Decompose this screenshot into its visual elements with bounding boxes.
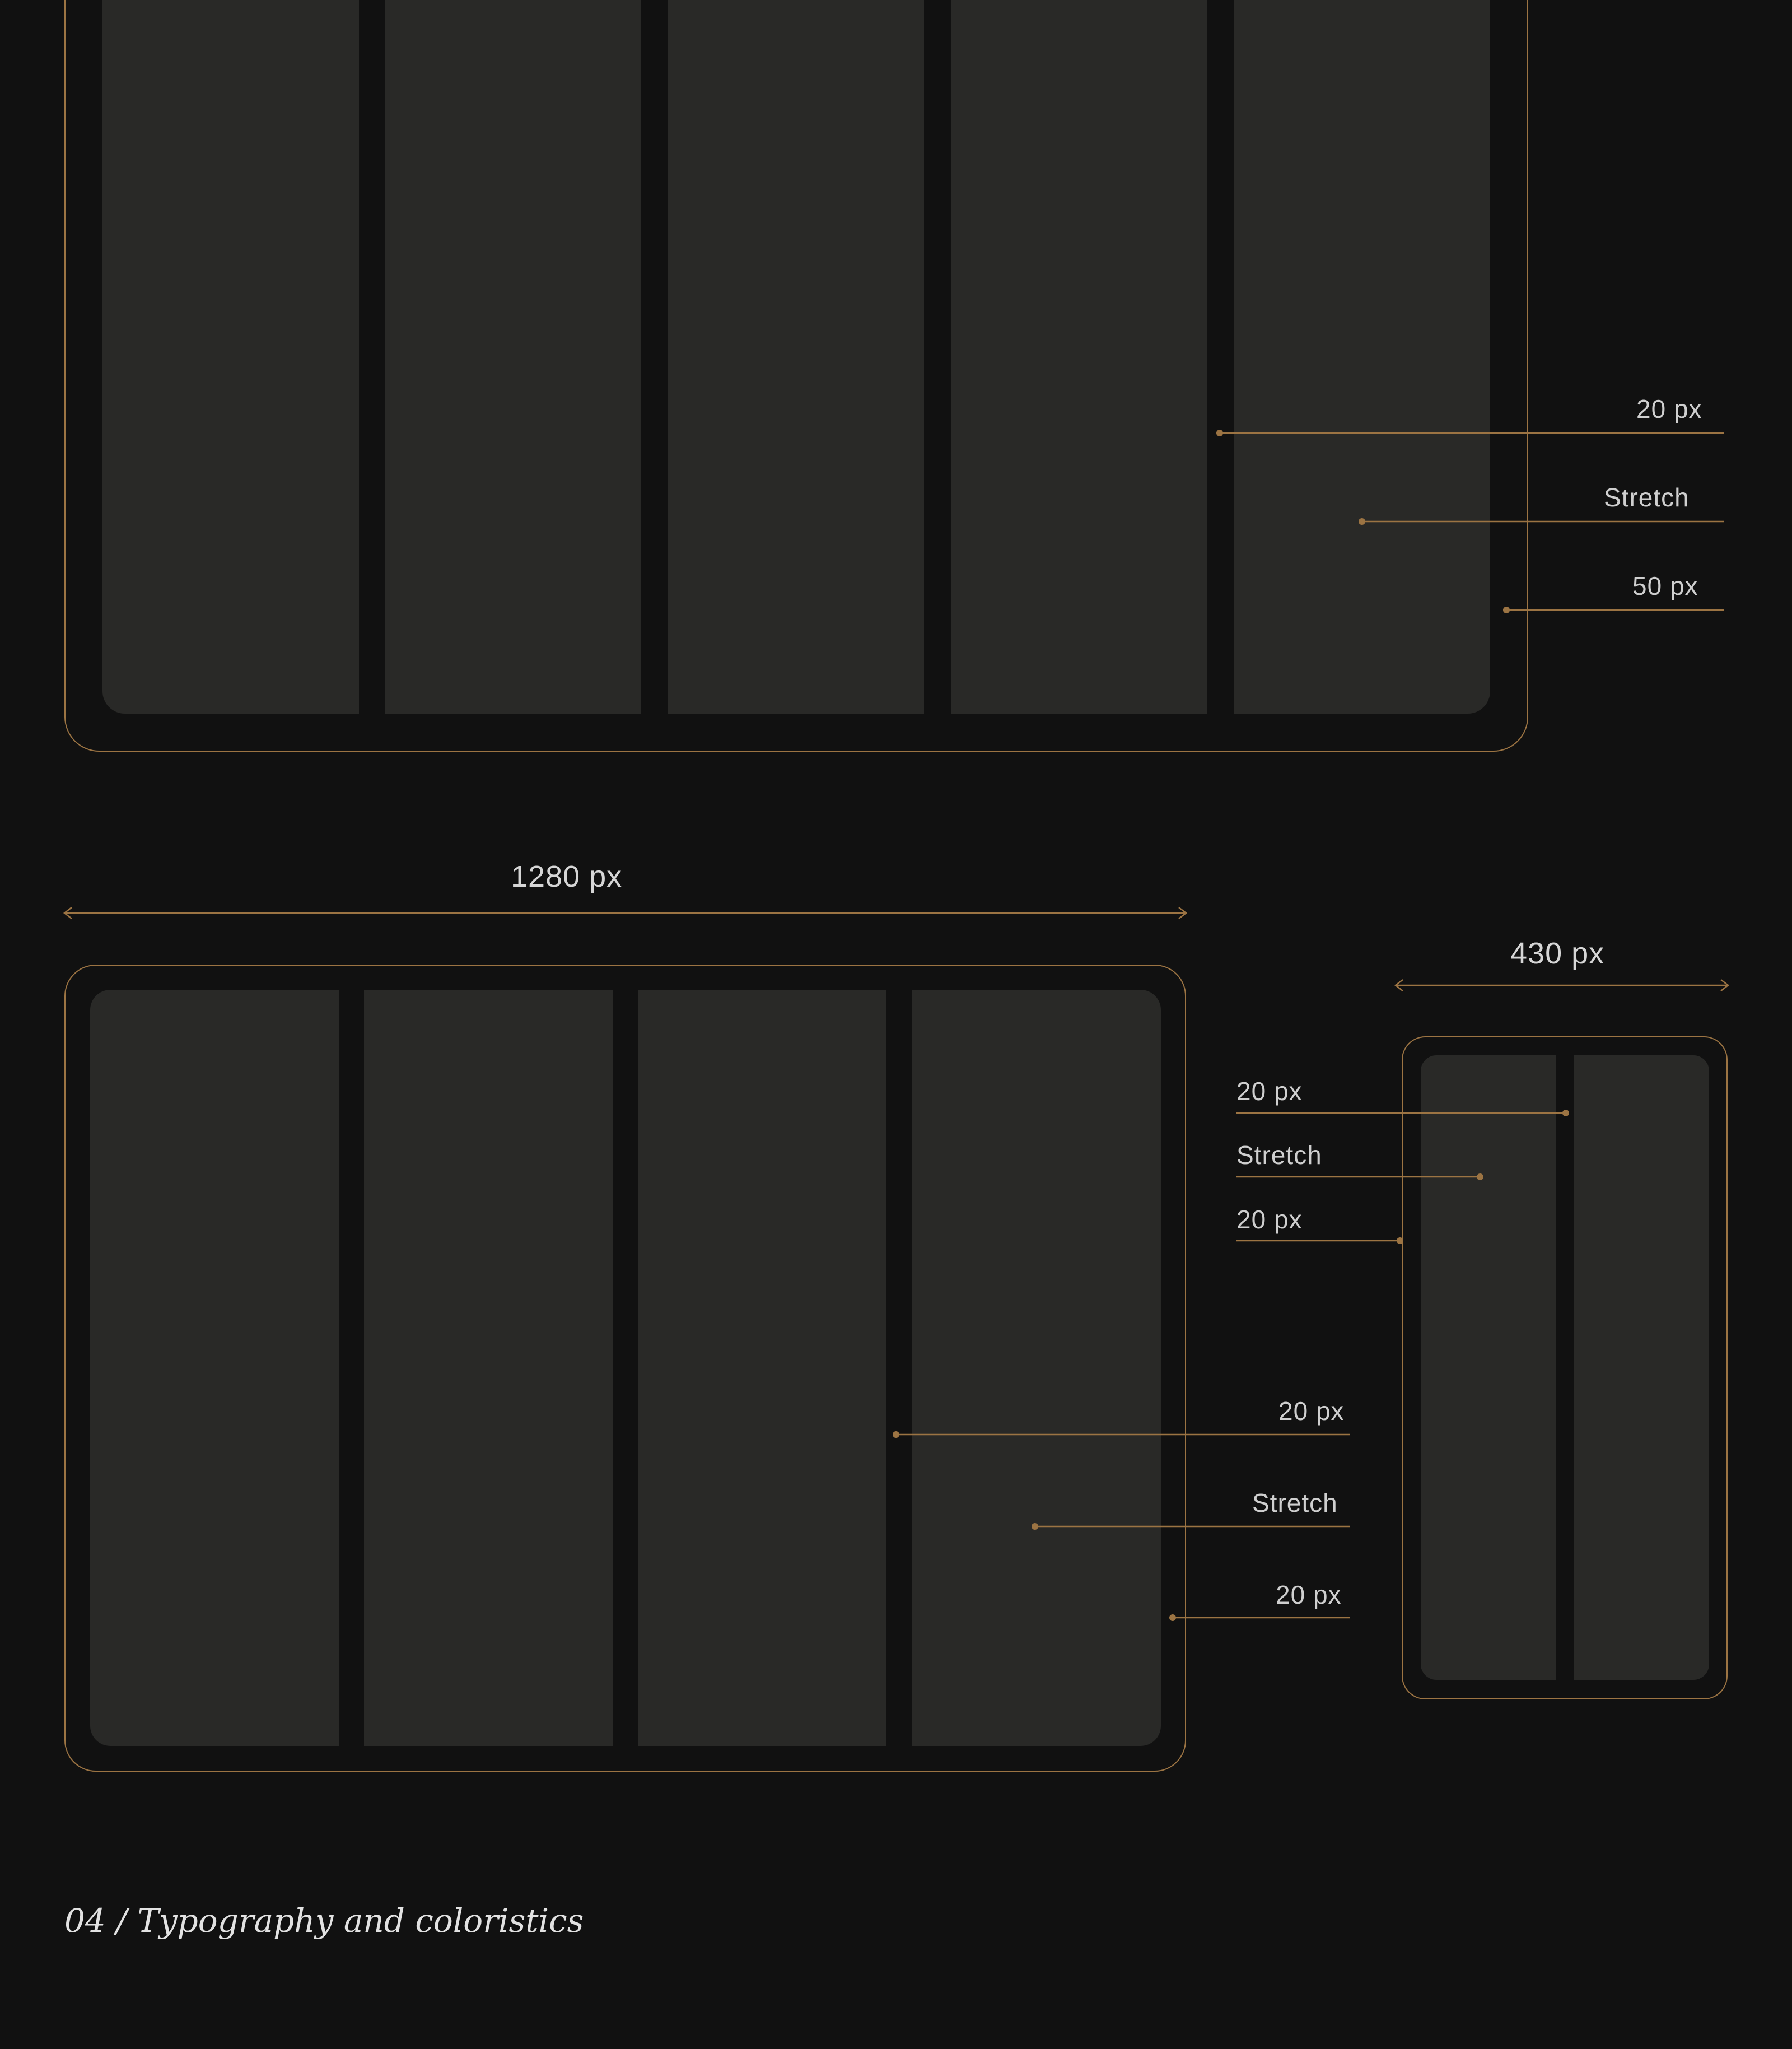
tablet-column-2 xyxy=(364,990,613,1746)
section-title: 04 / Typography and coloristics xyxy=(64,1902,584,1940)
tablet-column-1 xyxy=(90,990,339,1746)
desktop-column-2 xyxy=(385,0,641,714)
tablet-column-4 xyxy=(912,990,1161,1746)
desktop-column-label: Stretch xyxy=(1604,483,1690,512)
desktop-column-1 xyxy=(102,0,359,714)
mobile-column-1 xyxy=(1421,1055,1556,1680)
tablet-margin-label: 20 px xyxy=(1276,1580,1342,1609)
desktop-column-5 xyxy=(1234,0,1490,714)
desktop-gutter-label: 20 px xyxy=(1636,394,1702,423)
tablet-gutter-label: 20 px xyxy=(1278,1396,1345,1426)
desktop-column-3 xyxy=(668,0,924,714)
tablet-column-3 xyxy=(638,990,886,1746)
mobile-width-label: 430 px xyxy=(1510,937,1605,970)
desktop-column-4 xyxy=(951,0,1207,714)
mobile-margin-label: 20 px xyxy=(1236,1205,1303,1234)
desktop-margin-label: 50 px xyxy=(1632,571,1698,600)
mobile-gutter-label: 20 px xyxy=(1236,1077,1303,1106)
mobile-column-label: Stretch xyxy=(1236,1140,1322,1170)
tablet-column-label: Stretch xyxy=(1252,1488,1338,1517)
tablet-width-label: 1280 px xyxy=(511,860,623,893)
mobile-column-2 xyxy=(1574,1055,1709,1680)
